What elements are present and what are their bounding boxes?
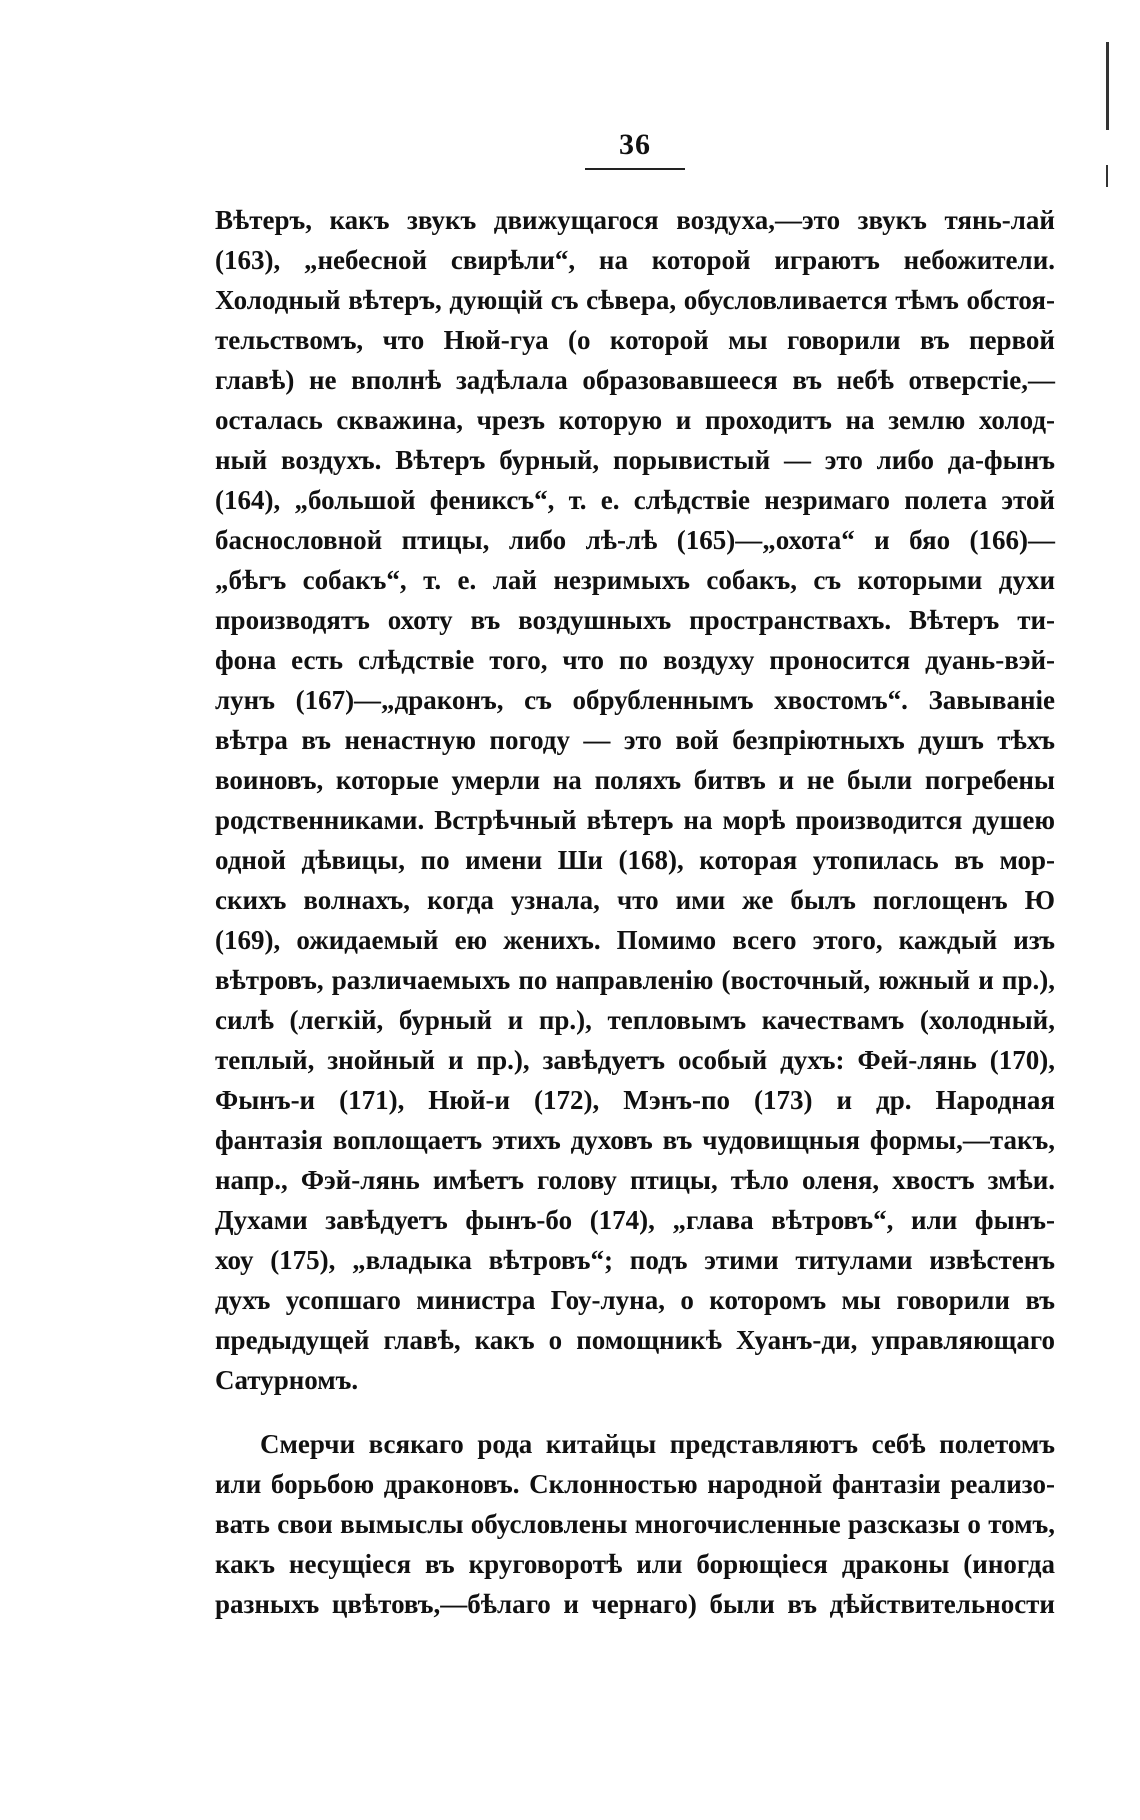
text-line: вать свои вымыслы обусловлены многочисленные разсказы о томъ, <box>215 1509 1055 1539</box>
text-line: (163), „небесной свирѣли“, на которой играютъ небожители. <box>215 245 1055 275</box>
text-line: ный воздухъ. Вѣтеръ бурный, порывистый — это либо да-фынъ <box>215 445 1055 475</box>
text-line: Сатурномъ. <box>215 1365 359 1395</box>
text-line: хоу (175), „владыка вѣтровъ“; подъ этими титулами извѣстенъ <box>215 1245 1055 1275</box>
body-text <box>215 200 1055 1624</box>
text-line: Холодный вѣтеръ, дующій съ сѣвера, обусловливается тѣмъ обстоя- <box>215 285 1055 315</box>
text-line: какъ несущіеся въ круговоротѣ или борющіеся драконы (иногда <box>215 1549 1055 1579</box>
page-number-rule <box>585 168 685 170</box>
text-line: осталась скважина, чрезъ которую и проходитъ на землю холод- <box>215 405 1055 435</box>
text-line: производятъ охоту въ воздушныхъ пространствахъ. Вѣтеръ ти- <box>215 605 1055 635</box>
text-line: Фынъ-и (171), Нюй-и (172), Мэнъ-по (173) и др. Народная <box>215 1085 1055 1115</box>
scan-edge-mark <box>1106 42 1109 130</box>
text-line: воиновъ, которые умерли на поляхъ битвъ и не были погребены <box>215 765 1055 795</box>
text-line: (169), ожидаемый ею женихъ. Помимо всего этого, каждый изъ <box>215 925 1055 955</box>
text-line: Вѣтеръ, какъ звукъ движущагося воздуха,—это звукъ тянь-лай <box>215 205 1055 235</box>
scan-edge-mark <box>1106 165 1108 187</box>
paragraph <box>215 1424 1055 1624</box>
text-line: Духами завѣдуетъ фынъ-бо (174), „глава вѣтровъ“, или фынъ- <box>215 1205 1055 1235</box>
text-line: баснословной птицы, либо лѣ-лѣ (165)—„охота“ и бяо (166)— <box>215 525 1055 555</box>
page-number: 36 <box>619 128 651 161</box>
text-line: предыдущей главѣ, какъ о помощникѣ Хуанъ-ди, управляющаго <box>215 1325 1055 1355</box>
paragraph-gap <box>215 1400 1055 1424</box>
text-line: вѣтра въ ненастную погоду — это вой безпріютныхъ душъ тѣхъ <box>215 725 1055 755</box>
text-line: скихъ волнахъ, когда узнала, что ими же былъ поглощенъ Ю <box>215 885 1055 915</box>
text-line: теплый, знойный и пр.), завѣдуетъ особый духъ: Фей-лянь (170), <box>215 1045 1055 1075</box>
text-line: фантазія воплощаетъ этихъ духовъ въ чудовищныя формы,—такъ, <box>215 1125 1055 1155</box>
text-line: одной дѣвицы, по имени Ши (168), которая утопилась въ мор- <box>215 845 1055 875</box>
text-line: родственниками. Встрѣчный вѣтеръ на морѣ производится душею <box>215 805 1055 835</box>
text-line: тельствомъ, что Нюй-гуа (о которой мы говорили въ первой <box>215 325 1055 355</box>
text-line: (164), „большой фениксъ“, т. е. слѣдствіе незримаго полета этой <box>215 485 1055 515</box>
text-line: Смерчи всякаго рода китайцы представляютъ себѣ полетомъ <box>260 1429 1055 1459</box>
text-line: или борьбою драконовъ. Склонностью народной фантазіи реализо- <box>215 1469 1055 1499</box>
text-line: вѣтровъ, различаемыхъ по направленію (восточный, южный и пр.), <box>215 965 1055 995</box>
paragraph <box>215 200 1055 1400</box>
text-line: силѣ (легкій, бурный и пр.), тепловымъ качествамъ (холодный, <box>215 1005 1055 1035</box>
text-line: напр., Фэй-лянь имѣетъ голову птицы, тѣло оленя, хвостъ змѣи. <box>215 1165 1055 1195</box>
text-line: разныхъ цвѣтовъ,—бѣлаго и чернаго) были въ дѣйствительности <box>215 1589 1055 1619</box>
text-line: духъ усопшаго министра Гоу-луна, о которомъ мы говорили въ <box>215 1285 1055 1315</box>
text-line: фона есть слѣдствіе того, что по воздуху проносится дуань-вэй- <box>215 645 1055 675</box>
text-line: главѣ) не вполнѣ задѣлала образовавшееся въ небѣ отверстіе,— <box>215 365 1055 395</box>
text-line: „бѣгъ собакъ“, т. е. лай незримыхъ собакъ, съ которыми духи <box>215 565 1055 595</box>
text-line: лунъ (167)—„драконъ, съ обрубленнымъ хвостомъ“. Завываніе <box>215 685 1055 715</box>
